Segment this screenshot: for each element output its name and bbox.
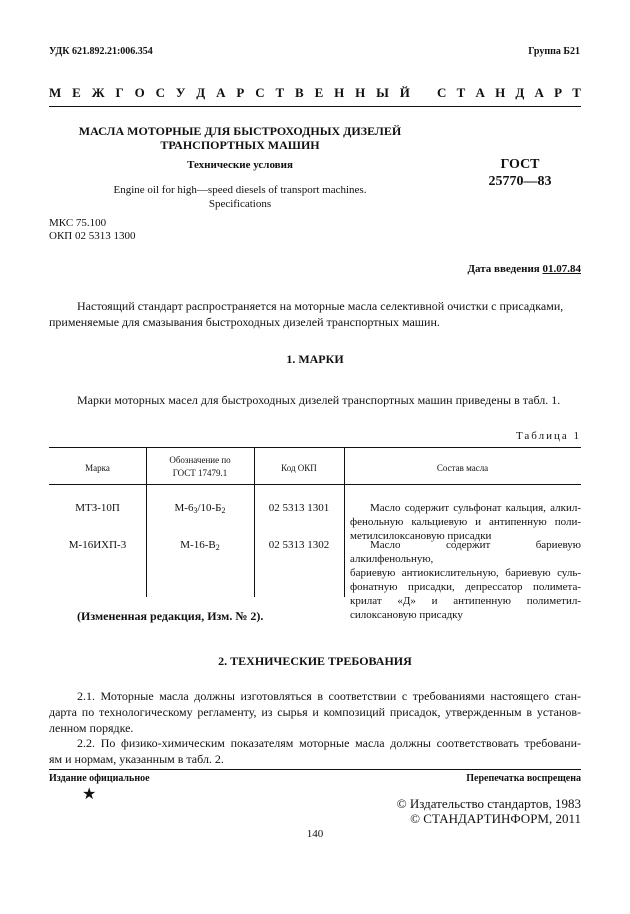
paragraph-2-1-line: 2.1. Моторные масла должны изготовляться в соответствии с требованиями настоящего стан- <box>77 689 581 703</box>
table-header-designation-line-2: ГОСТ 17479.1 <box>172 468 228 478</box>
composition-line: крилат «Д» и антипенную полиметил- <box>350 595 581 607</box>
spaced-letter: Н <box>334 85 345 100</box>
udc-code: УДК 621.892.21:006.354 <box>49 46 153 57</box>
spaced-word <box>49 85 410 101</box>
star-icon: ★ <box>82 786 97 803</box>
designation-main: М-6 <box>174 502 194 514</box>
page-number: 140 <box>306 828 324 840</box>
composition-line: Масло содержит бариевую алкилфенольную, <box>350 539 581 565</box>
spaced-letter: А <box>475 85 485 100</box>
table-header-composition: Состав масла <box>436 463 489 473</box>
introduction-date <box>380 263 581 275</box>
spaced-letter: Р <box>554 85 563 100</box>
paragraph-2-2-line: 2.2. По физико-химическим показателям моторные масла должны соответствовать требовани- <box>77 736 581 750</box>
designation-subscript: 2 <box>215 543 220 552</box>
table-header-designation-line-1: Обозначение по <box>169 455 231 465</box>
spaced-letter: Т <box>572 85 581 100</box>
english-title <box>60 183 420 211</box>
table-row-1-composition <box>350 501 581 543</box>
spaced-letter: Ж <box>91 85 105 100</box>
copyright-line-2: © СТАНДАРТИНФОРМ, 2011 <box>410 811 581 826</box>
paragraph-2-2 <box>49 735 581 767</box>
english-title-line-1: Engine oil for high—speed diesels of transport machines. <box>113 184 367 196</box>
table-row-1-okp: 02 5313 1301 <box>268 502 330 514</box>
amendment-note: (Измененная редакция, Изм. № 2). <box>77 609 264 623</box>
composition-line: метилсилоксановую присадки <box>350 530 492 542</box>
gost-label: ГОСТ <box>500 157 540 172</box>
designation-main: М-16-В <box>180 539 216 551</box>
table-row-2-designation <box>146 538 254 552</box>
spaced-letter: Н <box>495 85 506 100</box>
paragraph-2-1-line: дарта по технологическому регламенту, из сырья и композиций присадок, утвержденным в установ- <box>49 705 581 719</box>
spaced-letter: Ы <box>376 85 389 100</box>
composition-line: бариевую антиокислительную, бариевую суль- <box>350 567 581 579</box>
document-subtitle: Технические условия <box>187 159 293 171</box>
scope-paragraph <box>49 298 581 330</box>
spaced-letter: Г <box>115 85 124 100</box>
reprint-prohibited-label: Перепечатка воспрещена <box>466 773 581 784</box>
composition-line: фенольную кальциевую и антипенную поли- <box>350 516 581 528</box>
composition-line: фонатную присадки, депрессатор полимета- <box>350 581 581 593</box>
spaced-letter: О <box>134 85 145 100</box>
spaced-letter: Й <box>399 85 410 100</box>
table-row-2-okp: 02 5313 1302 <box>268 539 330 551</box>
spaced-letter: А <box>216 85 226 100</box>
spaced-letter: С <box>437 85 447 100</box>
section-1-heading: 1. МАРКИ <box>286 352 344 366</box>
standard-word-interstate <box>49 85 410 101</box>
title-line-2: ТРАНСПОРТНЫХ МАШИН <box>160 138 320 152</box>
copyright-line-1: © Издательство стандартов, 1983 <box>396 796 581 811</box>
table-header-okp: Код ОКП <box>281 463 317 473</box>
group-code: Группа Б21 <box>528 46 580 57</box>
table-header-rule <box>49 484 581 485</box>
spaced-letter: Р <box>236 85 245 100</box>
table-top-rule <box>49 447 581 448</box>
table-header-designation <box>146 454 254 480</box>
title-line-1: МАСЛА МОТОРНЫЕ ДЛЯ БЫСТРОХОДНЫХ ДИЗЕЛЕЙ <box>78 124 402 138</box>
scope-line-2: применяемые для смазывания быстроходных дизелей транспортных машин. <box>49 315 440 329</box>
composition-line: силоксановую присадку <box>350 609 463 621</box>
copyright-block <box>340 796 581 826</box>
spaced-letter: В <box>295 85 304 100</box>
header-rule <box>49 106 581 107</box>
introduction-date-value: 01.07.84 <box>542 263 581 275</box>
table-row-1-designation <box>146 501 254 515</box>
spaced-letter: Е <box>314 85 324 100</box>
composition-line: Масло содержит сульфонат кальция, алкил- <box>370 502 581 514</box>
english-title-line-2: Specifications <box>208 198 272 210</box>
footer-rule <box>49 769 581 770</box>
spaced-letter: А <box>534 85 544 100</box>
designation-subscript: 3 <box>193 506 198 515</box>
spaced-word <box>437 85 581 101</box>
okp-code: ОКП 02 5313 1300 <box>49 230 136 242</box>
section-2-heading: 2. ТЕХНИЧЕСКИЕ ТРЕБОВАНИЯ <box>218 654 412 668</box>
table-header-mark: Марка <box>85 463 110 473</box>
spaced-letter: Т <box>456 85 466 100</box>
spaced-letter: Т <box>275 85 285 100</box>
table-row-2-mark: М-16ИХП-3 <box>68 539 127 551</box>
table-1-caption: Таблица 1 <box>515 430 581 442</box>
spaced-letter: У <box>175 85 186 100</box>
spaced-letter: Н <box>355 85 366 100</box>
paragraph-2-1 <box>49 688 581 736</box>
spaced-letter: С <box>155 85 165 100</box>
mks-code: МКС 75.100 <box>49 217 107 229</box>
introduction-date-label: Дата введения <box>467 263 540 275</box>
section-1-text: Марки моторных масел для быстроходных дизелей транспортных машин приведены в табл. 1. <box>77 393 561 407</box>
designation-subscript: 2 <box>221 506 226 515</box>
spaced-letter: Д <box>196 85 206 100</box>
paragraph-2-1-line: ленном порядке. <box>49 721 134 735</box>
spaced-letter: Д <box>515 85 525 100</box>
classification-codes <box>49 217 135 243</box>
table-row-2-composition <box>350 538 581 622</box>
spaced-letter: Е <box>72 85 81 100</box>
paragraph-2-2-line: ям и нормам, указанным в табл. 2. <box>49 752 224 766</box>
scope-line-1: Настоящий стандарт распространяется на моторные масла селективной очистки с присадками, <box>77 299 564 313</box>
standard-word-standard <box>437 85 581 101</box>
table-row-1-mark: МТЗ-10П <box>75 502 120 514</box>
gost-number: 25770—83 <box>488 174 552 189</box>
spaced-letter: М <box>49 85 62 100</box>
official-edition-label: Издание официальное <box>49 773 150 784</box>
document-title <box>60 124 420 152</box>
spaced-letter: С <box>255 85 265 100</box>
designation-middle: /10-Б <box>197 502 222 514</box>
gost-designation <box>470 156 570 190</box>
